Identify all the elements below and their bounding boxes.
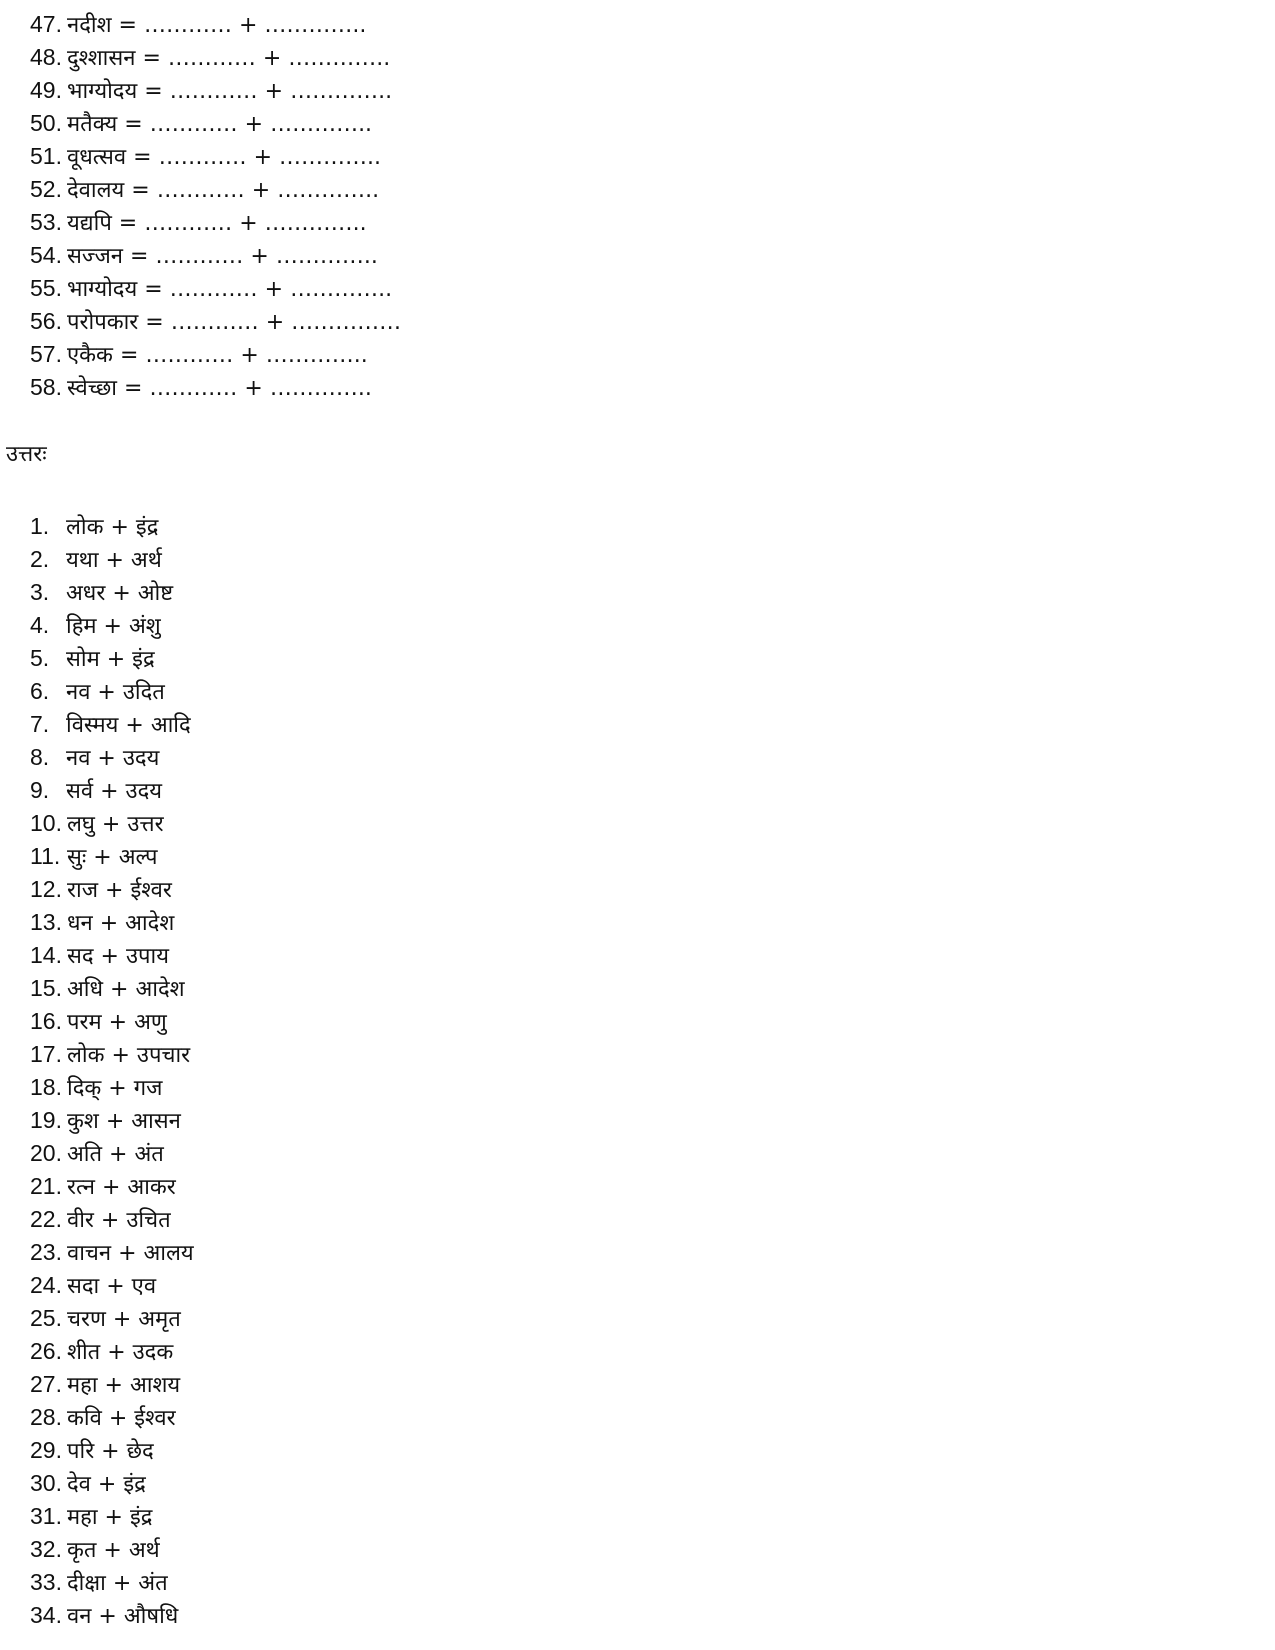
answer-item <box>30 1467 194 1500</box>
answer-item-number: 8. <box>30 744 50 770</box>
answer-item <box>30 873 194 906</box>
answer-item-number: 21. <box>30 1173 62 1199</box>
answer-item-text: सोम + इंद्र <box>66 647 155 672</box>
answer-item-number: 18. <box>30 1074 62 1100</box>
answer-list <box>30 510 194 1632</box>
answer-item-text: लघु + उत्तर <box>67 812 164 837</box>
answer-item-number: 29. <box>30 1437 62 1463</box>
answer-item-text: परि + छेद <box>67 1439 154 1464</box>
answer-item <box>30 972 194 1005</box>
question-item <box>30 107 401 140</box>
question-item-number: 51. <box>30 143 62 169</box>
answer-item <box>30 741 194 774</box>
answer-item-text: वन + औषधि <box>67 1604 179 1629</box>
answer-item-text: कवि + ईश्वर <box>67 1406 176 1431</box>
question-item <box>30 41 401 74</box>
answer-item-text: राज + ईश्वर <box>67 878 172 903</box>
answer-item-number: 10. <box>30 810 62 836</box>
question-item-number: 55. <box>30 275 62 301</box>
answer-item-text: सुः + अल्प <box>67 845 158 870</box>
question-item-number: 58. <box>30 374 62 400</box>
answer-item-text: यथा + अर्थ <box>66 548 162 573</box>
answer-item-number: 6. <box>30 678 50 704</box>
answer-item-number: 15. <box>30 975 62 1001</box>
answer-item <box>30 1335 194 1368</box>
answer-item <box>30 1236 194 1269</box>
answer-item-number: 32. <box>30 1536 62 1562</box>
answer-item-number: 13. <box>30 909 62 935</box>
question-item-number: 54. <box>30 242 62 268</box>
answer-item-text: दिक् + गज <box>67 1076 163 1101</box>
answer-item <box>30 543 194 576</box>
answer-item-number: 12. <box>30 876 62 902</box>
answer-item-number: 22. <box>30 1206 62 1232</box>
answer-item-number: 20. <box>30 1140 62 1166</box>
answer-item-number: 26. <box>30 1338 62 1364</box>
answer-item-text: परम + अणु <box>67 1010 167 1035</box>
question-item-text: देवालय = ………… + ………….. <box>67 178 380 203</box>
question-item-number: 56. <box>30 308 62 334</box>
answer-item-text: कृत + अर्थ <box>67 1538 160 1563</box>
answer-item <box>30 642 194 675</box>
answer-item <box>30 576 194 609</box>
question-item-text: भाग्योदय = ………… + ………….. <box>67 79 393 104</box>
answer-heading: उत्तरः <box>6 442 47 467</box>
answer-item-text: वाचन + आलय <box>67 1241 194 1266</box>
question-item-text: सज्जन = ………… + ………….. <box>67 244 378 269</box>
question-item <box>30 272 401 305</box>
answer-item-text: नव + उदय <box>66 746 160 771</box>
answer-item <box>30 1401 194 1434</box>
answer-item <box>30 939 194 972</box>
answer-item <box>30 774 194 807</box>
question-item-number: 57. <box>30 341 62 367</box>
answer-item-number: 7. <box>30 711 50 737</box>
question-item-number: 47. <box>30 11 62 37</box>
answer-item <box>30 1500 194 1533</box>
answer-item-number: 30. <box>30 1470 62 1496</box>
answer-item-text: शीत + उदक <box>67 1340 174 1365</box>
question-list <box>30 8 401 404</box>
question-item <box>30 239 401 272</box>
answer-item-number: 28. <box>30 1404 62 1430</box>
question-item-text: दुश्शासन = ………… + ………….. <box>67 46 391 71</box>
answer-item-number: 24. <box>30 1272 62 1298</box>
answer-item-number: 25. <box>30 1305 62 1331</box>
question-item-text: यद्यपि = ………… + ………….. <box>67 211 367 236</box>
answer-item <box>30 1566 194 1599</box>
answer-item <box>30 1104 194 1137</box>
answer-item-number: 5. <box>30 645 50 671</box>
question-item <box>30 140 401 173</box>
answer-item-text: महा + आशय <box>67 1373 181 1398</box>
question-item-text: परोपकार = ………… + …………… <box>67 310 402 335</box>
answer-item <box>30 840 194 873</box>
question-item-text: एकैक = ………… + ………….. <box>67 343 368 368</box>
answer-item-text: नव + उदित <box>66 680 165 705</box>
answer-item-number: 19. <box>30 1107 62 1133</box>
answer-item-number: 4. <box>30 612 50 638</box>
answer-item-text: कुश + आसन <box>67 1109 181 1134</box>
answer-item-number: 23. <box>30 1239 62 1265</box>
answer-item <box>30 675 194 708</box>
answer-item <box>30 708 194 741</box>
answer-item <box>30 1005 194 1038</box>
answer-item-text: अधि + आदेश <box>67 977 185 1002</box>
question-item-text: नदीश = ………… + ………….. <box>67 13 367 38</box>
answer-item-text: देव + इंद्र <box>67 1472 146 1497</box>
answer-item-text: दीक्षा + अंत <box>67 1571 168 1596</box>
answer-item-text: चरण + अमृत <box>67 1307 181 1332</box>
answer-item <box>30 1302 194 1335</box>
answer-item-text: धन + आदेश <box>67 911 175 936</box>
answer-item <box>30 609 194 642</box>
answer-item <box>30 1434 194 1467</box>
answer-item-text: विस्मय + आदि <box>66 713 191 738</box>
answer-item <box>30 1368 194 1401</box>
question-item-text: भाग्योदय = ………… + ………….. <box>67 277 393 302</box>
answer-item <box>30 807 194 840</box>
question-item-number: 48. <box>30 44 62 70</box>
answer-item-text: रत्न + आकर <box>67 1175 176 1200</box>
question-item <box>30 305 401 338</box>
question-item <box>30 173 401 206</box>
question-item-text: वूधत्सव = ………… + ………….. <box>67 145 381 170</box>
answer-item <box>30 1038 194 1071</box>
answer-item-text: अधर + ओष्ट <box>66 581 174 606</box>
question-item-number: 52. <box>30 176 62 202</box>
answer-item-number: 3. <box>30 579 50 605</box>
question-item-number: 53. <box>30 209 62 235</box>
answer-item-number: 34. <box>30 1602 62 1628</box>
answer-item-number: 16. <box>30 1008 62 1034</box>
answer-item <box>30 510 194 543</box>
answer-item-text: सद + उपाय <box>67 944 169 969</box>
answer-item-number: 1. <box>30 513 50 539</box>
answer-item <box>30 1137 194 1170</box>
answer-item <box>30 906 194 939</box>
answer-item-number: 27. <box>30 1371 62 1397</box>
question-item <box>30 8 401 41</box>
answer-item-number: 17. <box>30 1041 62 1067</box>
question-item-text: स्वेच्छा = ………… + ………….. <box>67 376 372 401</box>
answer-item-number: 9. <box>30 777 50 803</box>
answer-item-number: 14. <box>30 942 62 968</box>
answer-item <box>30 1599 194 1632</box>
question-item-text: मतैक्य = ………… + ………….. <box>67 112 373 137</box>
question-item-number: 49. <box>30 77 62 103</box>
answer-item <box>30 1269 194 1302</box>
answer-item-number: 31. <box>30 1503 62 1529</box>
answer-item-text: वीर + उचित <box>67 1208 171 1233</box>
answer-item-text: लोक + उपचार <box>67 1043 191 1068</box>
answer-item <box>30 1203 194 1236</box>
answer-item <box>30 1071 194 1104</box>
question-item <box>30 74 401 107</box>
answer-item-number: 33. <box>30 1569 62 1595</box>
answer-item-number: 11. <box>30 843 61 869</box>
question-item <box>30 338 401 371</box>
question-item-number: 50. <box>30 110 62 136</box>
answer-item <box>30 1533 194 1566</box>
answer-item-number: 2. <box>30 546 50 572</box>
question-item <box>30 371 401 404</box>
answer-item-text: सदा + एव <box>67 1274 157 1299</box>
question-item <box>30 206 401 239</box>
answer-item-text: अति + अंत <box>67 1142 164 1167</box>
answer-item-text: हिम + अंशु <box>66 614 161 639</box>
answer-item-text: लोक + इंद्र <box>66 515 159 540</box>
answer-item <box>30 1170 194 1203</box>
answer-item-text: महा + इंद्र <box>67 1505 153 1530</box>
answer-item-text: सर्व + उदय <box>66 779 163 804</box>
